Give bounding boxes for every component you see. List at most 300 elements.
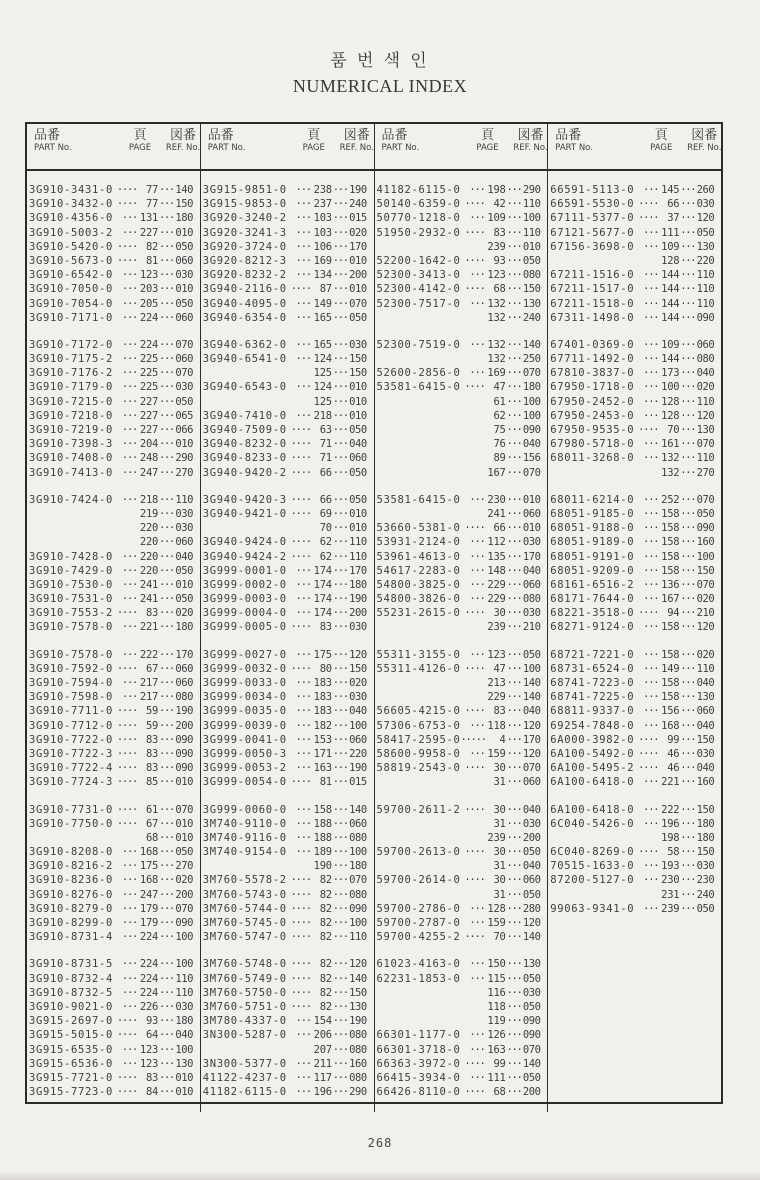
ref-value: 100: [522, 212, 541, 225]
dot-leader: ···: [680, 254, 696, 267]
page-value: 31: [493, 860, 506, 873]
dot-leader: ···: [158, 198, 175, 211]
dot-leader: ···: [506, 803, 522, 816]
part-no: 68741-7225-0: [550, 691, 635, 704]
ref-value: 080: [349, 1029, 367, 1042]
dot-leader: ····: [116, 762, 137, 775]
ref-value: 090: [696, 311, 715, 324]
dot-leader: ···: [121, 1057, 137, 1070]
dot-leader: ···: [295, 705, 311, 718]
ref-value: 070: [696, 493, 715, 506]
part-no: 3G920-3240-2: [202, 212, 287, 225]
dot-leader: ···: [506, 621, 522, 634]
index-row: [550, 775, 721, 789]
page-value: 190: [313, 860, 332, 873]
page-kanji: 頁: [133, 128, 147, 143]
ref-value: 170: [175, 648, 193, 661]
index-row: [377, 437, 548, 451]
dot-leader: ···: [680, 226, 696, 239]
part-no: 3G910-3431-0: [29, 184, 114, 196]
ref-value: 070: [175, 803, 193, 816]
index-row: [29, 197, 200, 211]
part-no: 99063-9341-0: [550, 902, 635, 915]
dot-leader: ···: [121, 297, 137, 310]
ref-value: 080: [175, 691, 193, 704]
index-row: [29, 845, 200, 859]
page-value: 149: [661, 662, 680, 675]
ref-value: 190: [349, 184, 367, 196]
index-block: [203, 957, 374, 1099]
part-no: 3G910-7172-0: [29, 338, 114, 351]
page-value: 83: [145, 733, 158, 746]
part-no: 3G910-7218-0: [29, 409, 114, 422]
ref-value: 010: [175, 817, 193, 830]
dot-leader: ···: [680, 888, 696, 901]
part-no: 6A000-3982-0: [550, 733, 635, 746]
page-value: 68: [493, 1086, 506, 1099]
dot-leader: ···: [332, 184, 348, 196]
part-no: 68051-9209-0: [550, 564, 635, 577]
part-no-header: [555, 129, 593, 153]
ref-value: 090: [175, 762, 193, 775]
index-row: [377, 972, 548, 986]
ref-value: 150: [696, 846, 715, 859]
index-row: [550, 592, 721, 606]
index-row: [550, 211, 721, 225]
dot-leader: ···: [506, 297, 522, 310]
dot-leader: ···: [158, 648, 175, 661]
part-no: 3G910-7578-0: [29, 621, 114, 634]
dot-leader: ···: [158, 733, 175, 746]
dot-leader: ···: [506, 1029, 522, 1042]
dot-leader: ···: [158, 831, 175, 844]
index-row: [203, 1085, 374, 1099]
ref-value: 110: [696, 662, 715, 675]
part-no: 3G915-9853-0: [202, 198, 287, 211]
dot-leader: ···: [295, 1029, 311, 1042]
page-value: 213: [487, 677, 506, 689]
index-block: [29, 648, 200, 790]
dot-leader: ····: [290, 662, 311, 675]
page-value: 31: [493, 776, 506, 789]
index-row: [203, 451, 374, 465]
ref-value: 010: [175, 1086, 193, 1099]
dot-leader: ···: [680, 621, 696, 634]
part-no: 3G999-0003-0: [202, 593, 287, 606]
part-no: 3G910-7054-0: [29, 297, 114, 310]
index-row: [203, 395, 374, 409]
index-row: [29, 902, 200, 916]
index-row: [203, 226, 374, 240]
page-value: 218: [139, 493, 158, 506]
dot-leader: ···: [332, 593, 348, 606]
page-value: 128: [487, 902, 506, 915]
dot-leader: ···: [643, 381, 659, 394]
page-value: 58: [667, 846, 680, 859]
part-no: [550, 888, 634, 902]
dot-leader: ···: [295, 607, 311, 620]
ref-value: 210: [522, 621, 541, 634]
page-value: 62: [319, 550, 332, 563]
ref-value: 080: [349, 1043, 367, 1056]
ref-value: 010: [349, 381, 367, 394]
dot-leader: ···: [643, 803, 659, 816]
index-row: [377, 1028, 548, 1042]
part-no: 67211-1517-0: [550, 283, 635, 296]
part-no: 53581-6415-0: [376, 493, 461, 506]
dot-leader: ···: [332, 691, 348, 704]
index-row: [29, 423, 200, 437]
dot-leader: ···: [506, 846, 522, 859]
dot-leader: ···: [643, 550, 659, 563]
ref-value: 010: [175, 1071, 193, 1084]
page-value: 132: [661, 452, 680, 465]
dot-leader: ···: [158, 719, 175, 732]
page-value: 136: [661, 578, 680, 591]
dot-leader: ···: [643, 409, 659, 422]
dot-leader: ····: [290, 550, 311, 563]
page-value: 144: [661, 311, 680, 324]
dot-leader: ···: [158, 240, 175, 253]
page-value: 46: [667, 747, 680, 760]
dot-leader: ···: [332, 860, 348, 873]
page-value: 196: [661, 817, 680, 830]
page-value: 47: [493, 662, 506, 675]
page-value: 85: [145, 776, 158, 789]
dot-leader: ···: [643, 395, 659, 408]
part-no: [377, 352, 461, 366]
dot-leader: ···: [506, 1043, 522, 1056]
page-value: 179: [139, 902, 158, 915]
index-row: [550, 662, 721, 676]
ref-value: 080: [522, 269, 541, 282]
part-no: 3G910-7731-0: [29, 803, 114, 816]
part-no: [377, 423, 461, 437]
page-value: 123: [139, 269, 158, 282]
index-row: [203, 916, 374, 930]
dot-leader: ···: [121, 381, 137, 394]
ref-no-label: REF. No.: [339, 143, 374, 153]
page-value: 132: [487, 311, 506, 324]
part-no: 3G910-6542-0: [29, 269, 114, 282]
index-row: [550, 395, 721, 409]
page-value: 37: [667, 212, 680, 225]
dot-leader: ···: [680, 452, 696, 465]
dot-leader: ···: [643, 522, 659, 535]
page-value: 123: [139, 1043, 158, 1056]
dot-leader: ···: [332, 776, 348, 789]
dot-leader: ···: [332, 719, 348, 732]
index-row: [29, 268, 200, 282]
ref-value: 070: [522, 367, 541, 380]
ref-value: 140: [175, 184, 193, 196]
page-value: 117: [313, 1071, 332, 1084]
dot-leader: ···: [332, 367, 348, 380]
dot-leader: ····: [116, 719, 137, 732]
dot-leader: [113, 831, 137, 845]
dot-leader: ···: [158, 297, 175, 310]
dot-leader: ···: [469, 493, 485, 506]
dot-leader: ···: [332, 1043, 348, 1056]
page-value: 93: [145, 1015, 158, 1028]
ref-value: 010: [175, 226, 193, 239]
ref-value: 110: [696, 297, 715, 310]
ref-value: 010: [175, 578, 193, 591]
ref-value: 040: [696, 367, 715, 380]
part-no: 67211-1518-0: [550, 297, 635, 310]
page-value: 241: [487, 507, 506, 520]
index-row: [29, 380, 200, 394]
page-value: 229: [487, 578, 506, 591]
page-value: 67: [145, 662, 158, 675]
part-no: 3G940-8233-0: [202, 452, 287, 465]
page-value: 103: [313, 212, 332, 225]
index-row: [377, 916, 548, 930]
page-value: 149: [313, 297, 332, 310]
dot-leader: ···: [295, 353, 311, 366]
page-value: 61: [145, 803, 158, 816]
index-row: [29, 930, 200, 944]
page-value: 167: [661, 593, 680, 606]
ref-value: 010: [522, 493, 541, 506]
index-row: [29, 297, 200, 311]
dot-leader: ···: [158, 1057, 175, 1070]
dot-leader: [461, 986, 485, 1000]
index-row: [377, 297, 548, 311]
ref-value: 190: [349, 593, 367, 606]
ref-value: 180: [175, 621, 193, 634]
part-no: 3G940-7410-0: [202, 409, 287, 422]
ref-value: 070: [522, 762, 541, 775]
dot-leader: ····: [290, 874, 311, 887]
page-value: 224: [139, 931, 158, 944]
page-value: 75: [493, 424, 506, 436]
part-no: 3G910-8236-0: [29, 874, 114, 887]
dot-leader: ···: [158, 212, 175, 225]
part-no: [203, 366, 287, 380]
column-header-4: [548, 124, 721, 169]
ref-value: 190: [349, 1015, 367, 1028]
dot-leader: ···: [158, 902, 175, 915]
dot-leader: ····: [464, 254, 485, 267]
index-row: [203, 254, 374, 268]
index-row: [203, 747, 374, 761]
part-no: 3G999-0001-0: [202, 564, 287, 577]
index-row: [203, 535, 374, 549]
index-row: [29, 183, 200, 197]
index-row: [203, 690, 374, 704]
index-row: [377, 451, 548, 465]
dot-leader: ····: [638, 212, 659, 225]
dot-leader: ···: [295, 1057, 311, 1070]
ref-value: 030: [175, 269, 193, 282]
part-no: 53931-2124-0: [376, 536, 461, 549]
page-value: 219: [139, 507, 158, 520]
part-no: 3G910-7553-2: [29, 607, 114, 620]
dot-leader: [461, 466, 485, 480]
dot-leader: ···: [158, 607, 175, 620]
index-block: [377, 957, 548, 1099]
dot-leader: ···: [332, 409, 348, 422]
dot-leader: [634, 888, 658, 902]
part-no-label: PART No.: [207, 143, 246, 153]
dot-leader: [287, 521, 311, 535]
page-value: 171: [313, 747, 332, 760]
dot-leader: ····: [638, 762, 659, 775]
table-header-row: [27, 124, 721, 171]
part-no: [377, 437, 461, 451]
ref-no-kanji: 図番: [691, 128, 718, 143]
index-row: [377, 676, 548, 690]
dot-leader: ···: [295, 803, 311, 816]
ref-value: 070: [175, 367, 193, 380]
dot-leader: ···: [680, 691, 696, 704]
dot-leader: [634, 466, 658, 480]
index-row: [203, 888, 374, 902]
page-value: 31: [493, 817, 506, 830]
dot-leader: ···: [506, 409, 522, 422]
dot-leader: ···: [643, 817, 659, 830]
dot-leader: ···: [506, 662, 522, 675]
dot-leader: ···: [643, 452, 659, 465]
ref-value: 065: [175, 409, 193, 422]
dot-leader: ···: [158, 677, 175, 689]
dot-leader: ···: [332, 1057, 348, 1070]
part-no: 67980-5718-0: [550, 438, 635, 451]
index-row: [377, 704, 548, 718]
part-no: 68051-9189-0: [550, 536, 635, 549]
ref-value: 270: [175, 860, 193, 873]
dot-leader: ···: [506, 381, 522, 394]
dot-leader: ···: [158, 1086, 175, 1099]
ref-value: 150: [696, 803, 715, 816]
part-no: 67950-2452-0: [550, 395, 635, 408]
index-row: [29, 704, 200, 718]
ref-value: 010: [522, 240, 541, 253]
ref-value: 070: [522, 1043, 541, 1056]
part-no: 3G915-2697-0: [29, 1015, 114, 1028]
part-no: 41182-6115-0: [202, 1086, 287, 1099]
part-no: 68011-6214-0: [550, 493, 635, 506]
index-row: [29, 1000, 200, 1014]
part-no: [377, 1014, 461, 1028]
dot-leader: ···: [680, 705, 696, 718]
page-value: 241: [139, 578, 158, 591]
part-no: [29, 535, 113, 549]
page-value: 206: [313, 1029, 332, 1042]
dot-leader: ···: [469, 747, 485, 760]
part-no: [377, 507, 461, 521]
dot-leader: ···: [295, 1015, 311, 1028]
part-no: 3G940-6543-0: [202, 381, 287, 394]
part-no: 3G940-6354-0: [202, 311, 287, 324]
dot-leader: ···: [643, 874, 659, 887]
part-no: 51950-2932-0: [376, 226, 461, 239]
index-block: [29, 957, 200, 1099]
part-no: 3G915-7721-0: [29, 1071, 114, 1084]
dot-leader: ···: [680, 662, 696, 675]
index-row: [203, 311, 374, 325]
dot-leader: ···: [158, 184, 175, 196]
part-no: 66591-5113-0: [550, 184, 635, 196]
ref-value: 010: [522, 522, 541, 535]
part-no: 67121-5677-0: [550, 226, 635, 239]
page-value: 66: [319, 493, 332, 506]
dot-leader: ····: [116, 776, 137, 789]
part-no: 3G910-7176-2: [29, 367, 114, 380]
page-value: 112: [487, 536, 506, 549]
dot-leader: ···: [158, 593, 175, 606]
dot-leader: ···: [643, 536, 659, 549]
index-row: [377, 606, 548, 620]
page-kanji: 頁: [654, 128, 668, 143]
part-no: 3G920-3724-0: [202, 240, 287, 253]
dot-leader: ···: [121, 452, 137, 465]
page-value: 227: [139, 395, 158, 408]
dot-leader: ···: [332, 254, 348, 267]
part-no: [377, 831, 461, 845]
page-value: 196: [313, 1086, 332, 1099]
part-no: [377, 395, 461, 409]
index-row: [203, 817, 374, 831]
ref-value: 200: [522, 1086, 541, 1099]
dot-leader: [113, 535, 137, 549]
ref-value: 140: [349, 972, 367, 985]
page-value: 159: [487, 747, 506, 760]
part-no: [377, 240, 461, 254]
index-row: [377, 535, 548, 549]
page-value: 168: [661, 719, 680, 732]
page-value: 118: [487, 719, 506, 732]
ref-value: 270: [696, 466, 715, 479]
dot-leader: ····: [464, 846, 485, 859]
page-value: 239: [487, 621, 506, 634]
ref-value: 030: [175, 1000, 193, 1013]
dot-leader: ···: [158, 311, 175, 324]
dot-leader: ···: [332, 931, 348, 944]
ref-value: 100: [349, 917, 367, 929]
part-no-header: [34, 129, 72, 153]
page-value: 224: [139, 958, 158, 971]
ref-value: 070: [696, 438, 715, 451]
dot-leader: ···: [332, 1071, 348, 1084]
ref-value: 100: [522, 395, 541, 408]
page-value: 144: [661, 269, 680, 282]
part-no-header: [208, 129, 246, 153]
index-row: [377, 733, 548, 747]
part-no: 3N300-5287-0: [202, 1029, 287, 1042]
index-row: [550, 704, 721, 718]
dot-leader: ···: [332, 269, 348, 282]
ref-value: 030: [175, 381, 193, 394]
index-row: [29, 226, 200, 240]
part-no: 3M760-5745-0: [202, 917, 287, 929]
dot-leader: ···: [121, 564, 137, 577]
dot-leader: ····: [638, 747, 659, 760]
dot-leader: ····: [290, 438, 311, 451]
part-no: 3M760-5578-2: [202, 874, 287, 887]
ref-value: 070: [175, 338, 193, 351]
index-row: [377, 1085, 548, 1099]
page-value: 59: [145, 705, 158, 718]
index-row: [377, 550, 548, 564]
index-row: [550, 535, 721, 549]
part-no: 3M740-9154-0: [202, 846, 287, 859]
dot-leader: ···: [506, 888, 522, 901]
ref-value: 050: [522, 254, 541, 267]
index-row: [29, 606, 200, 620]
page-value: 70: [667, 424, 680, 436]
